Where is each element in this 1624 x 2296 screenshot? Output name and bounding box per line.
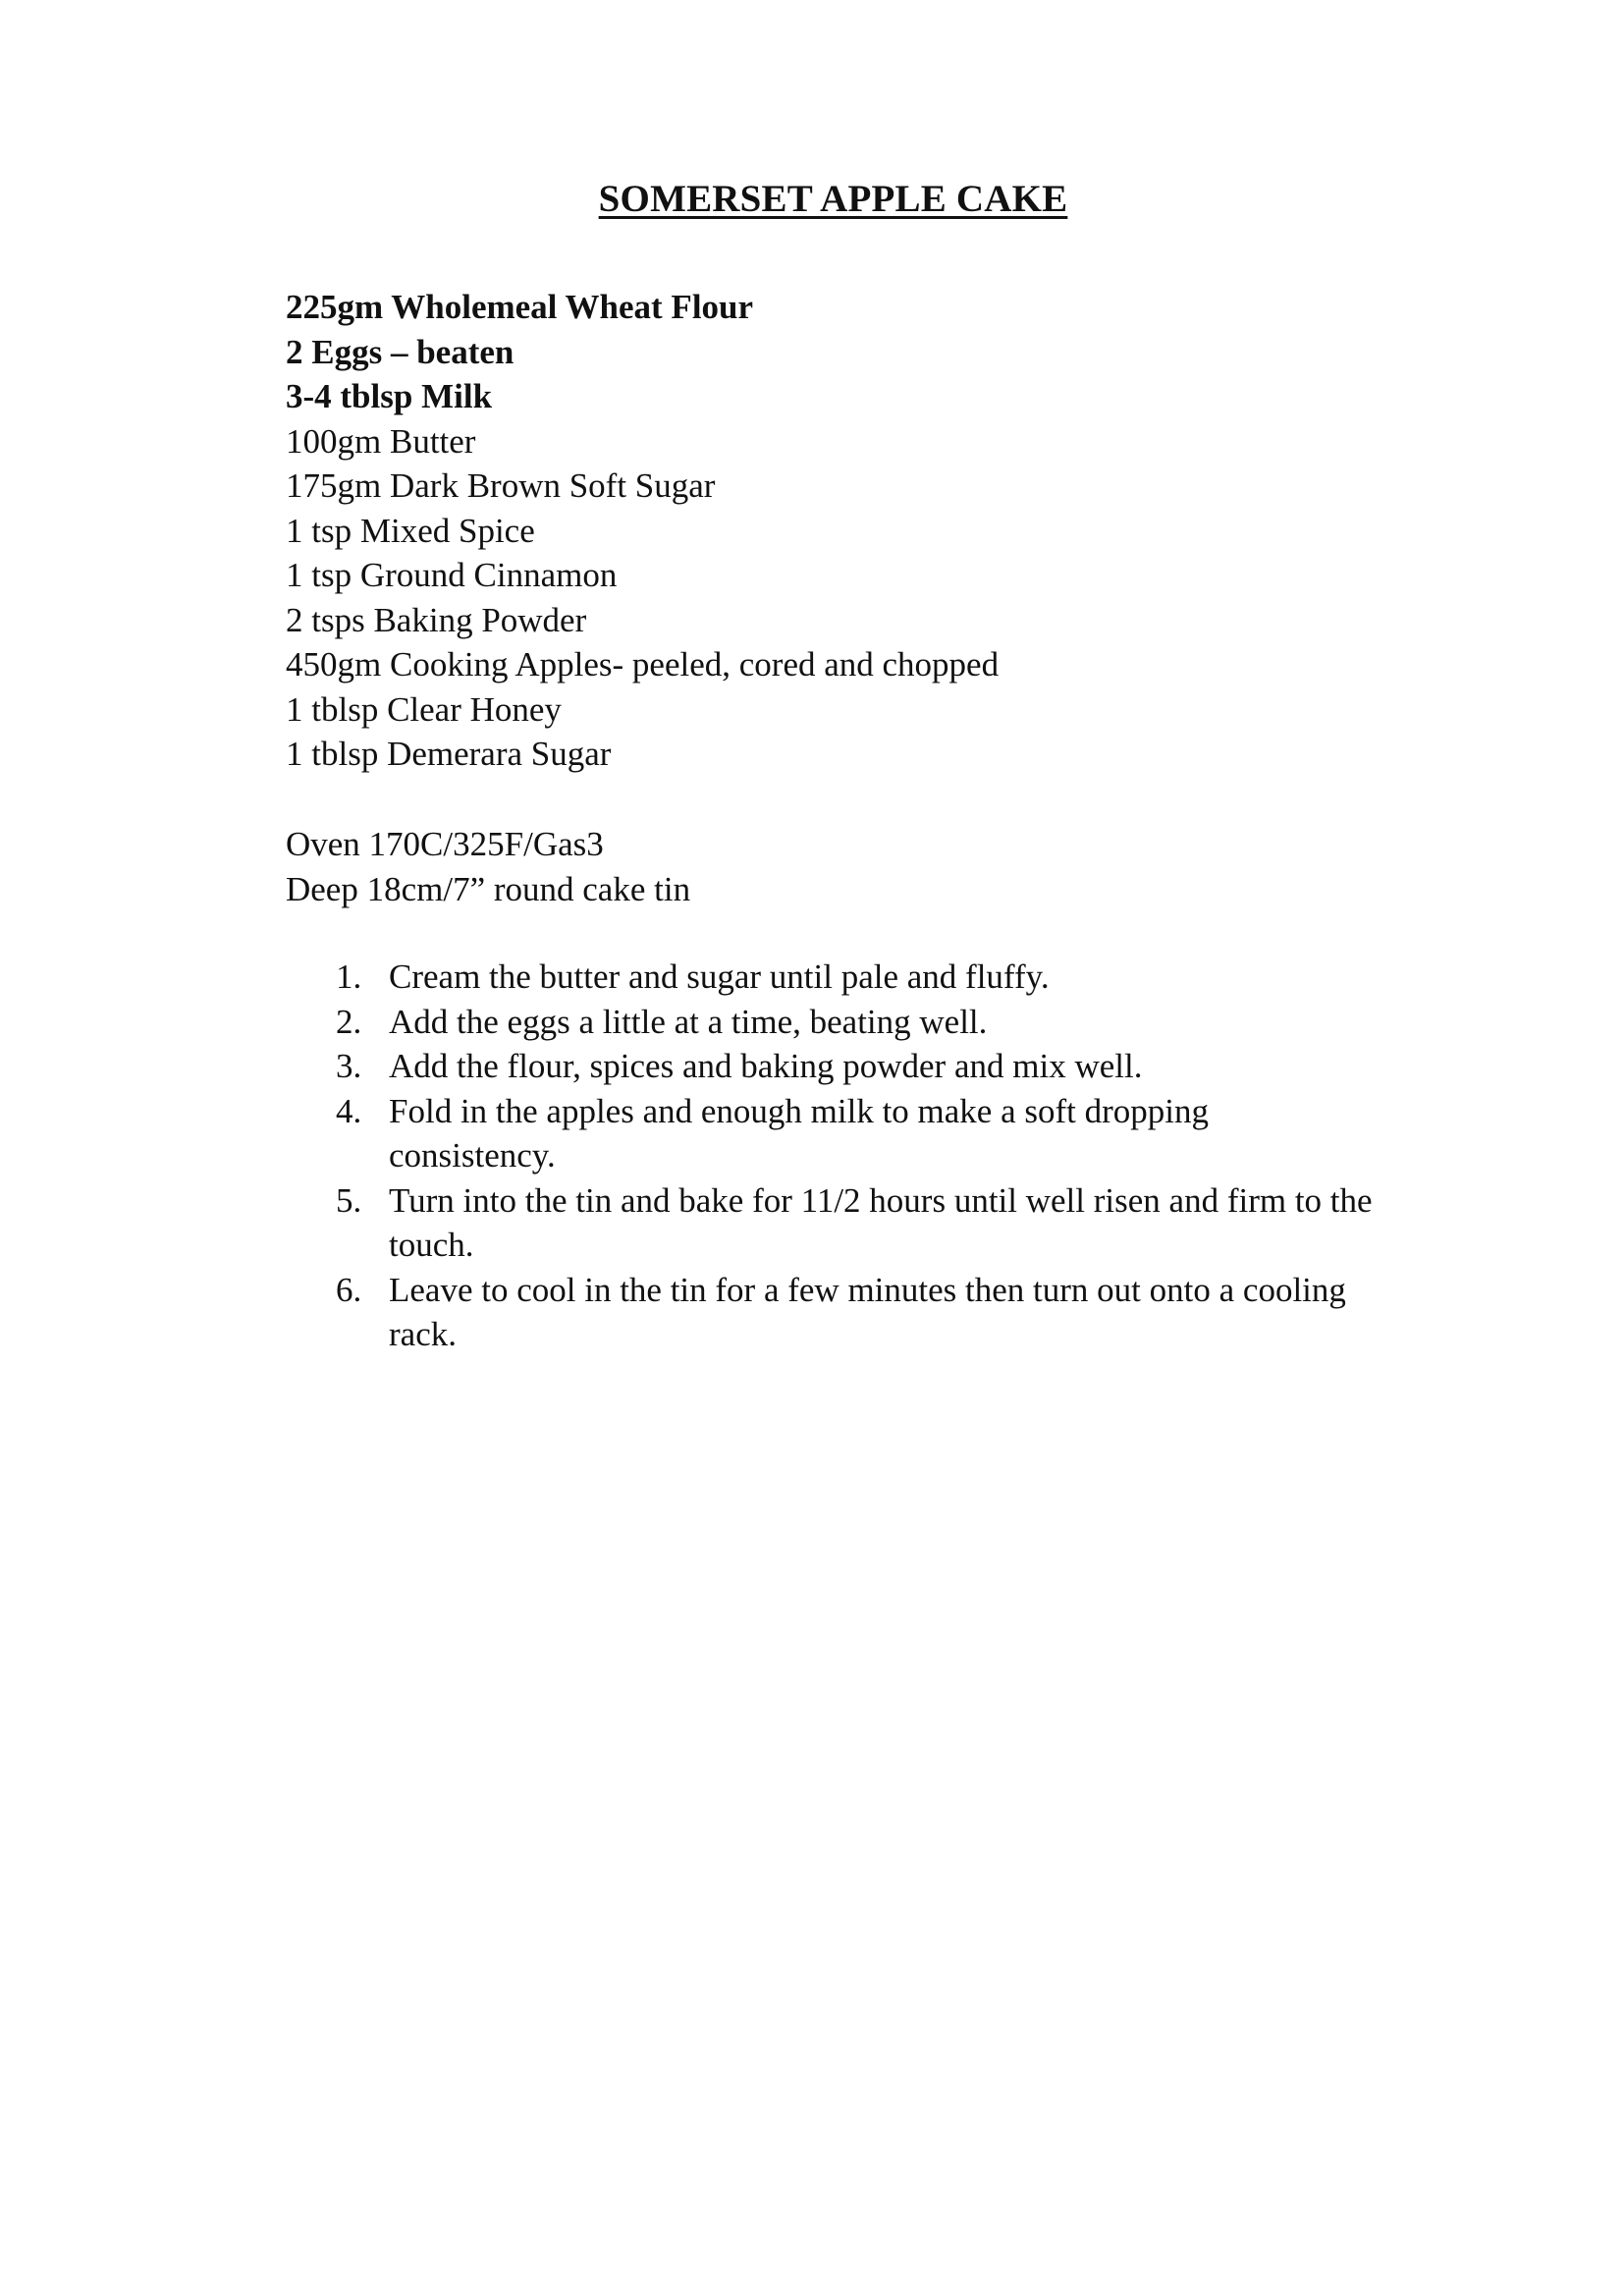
- ingredient-item: 2 Eggs – beaten: [286, 332, 514, 371]
- method-step: [336, 1178, 1377, 1268]
- ingredient-item: 2 tsps Baking Powder: [286, 600, 587, 639]
- ingredient-item: 175gm Dark Brown Soft Sugar: [286, 466, 716, 505]
- step-number: 2.: [336, 1002, 362, 1041]
- method-step: [336, 1000, 1377, 1045]
- ingredients-list: [286, 285, 999, 777]
- step-number: 3.: [336, 1047, 362, 1085]
- ingredient-item: 1 tsp Ground Cinnamon: [286, 556, 618, 594]
- step-text: Add the flour, spices and baking powder and mix well.: [389, 1047, 1143, 1085]
- oven-temperature: Oven 170C/325F/Gas3: [286, 825, 604, 863]
- method-step: [336, 955, 1377, 1000]
- step-text: Turn into the tin and bake for 11/2 hours until well risen and firm to the touch.: [389, 1180, 1373, 1264]
- method-step: [336, 1268, 1377, 1357]
- step-text: Add the eggs a little at a time, beating well.: [389, 1002, 988, 1041]
- baking-settings: [286, 822, 690, 912]
- ingredient-item: 1 tblsp Demerara Sugar: [286, 735, 612, 773]
- step-number: 4.: [336, 1091, 362, 1130]
- step-number: 5.: [336, 1180, 362, 1220]
- ingredient-item: 1 tblsp Clear Honey: [286, 689, 562, 729]
- method-step: [336, 1044, 1377, 1089]
- step-text: Leave to cool in the tin for a few minutes then turn out onto a cooling rack.: [389, 1270, 1346, 1353]
- method-step: [336, 1089, 1377, 1178]
- method-steps: [336, 955, 1377, 1357]
- ingredient-item: 225gm Wholemeal Wheat Flour: [286, 288, 754, 326]
- step-number: 1.: [336, 957, 362, 996]
- step-number: 6.: [336, 1270, 362, 1309]
- step-text: Cream the butter and sugar until pale and fluffy.: [389, 957, 1050, 996]
- recipe-title: SOMERSET APPLE CAKE: [598, 178, 1068, 220]
- ingredient-item: 450gm Cooking Apples- peeled, cored and chopped: [286, 645, 1000, 683]
- ingredient-item: 100gm Butter: [286, 421, 476, 461]
- cake-tin: Deep 18cm/7” round cake tin: [286, 870, 691, 908]
- step-text: Fold in the apples and enough milk to make a soft dropping consistency.: [389, 1091, 1210, 1175]
- ingredient-item: 3-4 tblsp Milk: [286, 377, 493, 415]
- ingredient-item: 1 tsp Mixed Spice: [286, 511, 535, 550]
